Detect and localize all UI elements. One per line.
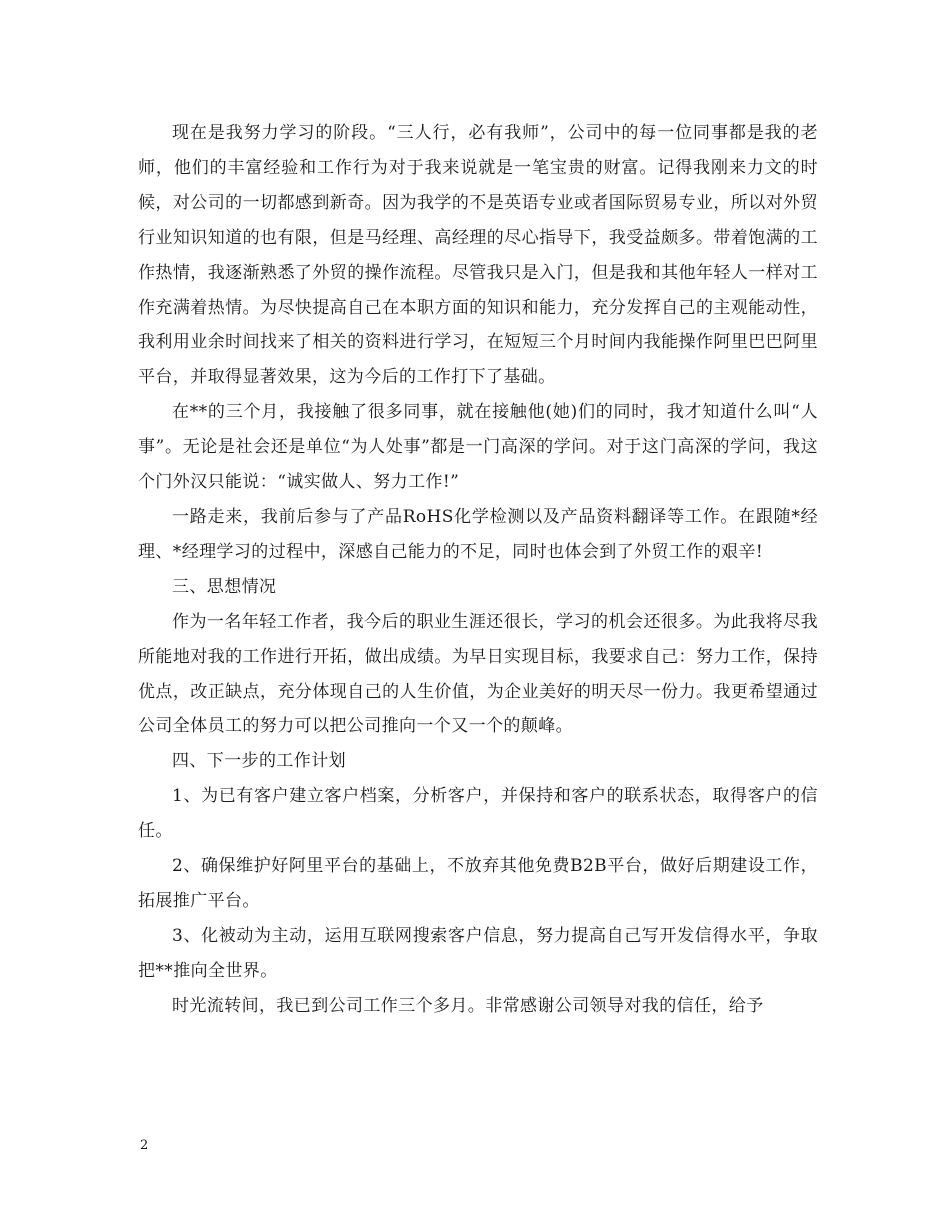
paragraph-colleagues: 在**的三个月，我接触了很多同事，就在接触他(她)们的同时，我才知道什么叫“人事”。无论是社会还是单位“为人处事”都是一门高深的学问。对于这门高深的学问，我这个门外汉只能说：“诚实做人、努力工作!”: [138, 402, 818, 493]
paragraph-work-experience: 一路走来，我前后参与了产品RoHS化学检测以及产品资料翻译等工作。在跟随*经理、*经理学习的过程中，深感自己能力的不足，同时也体会到了外贸工作的艰辛!: [138, 506, 818, 562]
plan-item-3: 3、化被动为主动，运用互联网搜索客户信息，努力提高自己写开发信得水平，争取把**推向全世界。: [138, 925, 818, 981]
paragraph-learning-stage: 现在是我努力学习的阶段。“三人行，必有我师”，公司中的每一位同事都是我的老师，他们的丰富经验和工作行为对于我来说就是一笔宝贵的财富。记得我刚来力文的时候，对公司的一切都感到新奇。因为我学的不是英语专业或者国际贸易专业，所以对外贸行业知识知道的也有限，但是马经理、高经理的尽心指导下，我受益颇多。带着饱满的工作热情，我逐渐熟悉了外贸的操作流程。尽管我只是入门，但是我和其他年轻人一样对工作充满着热情。为尽快提高自己在本职方面的知识和能力，充分发挥自己的主观能动性，我利用业余时间找来了相关的资料进行学习，在短短三个月时间内我能操作阿里巴巴阿里平台，并取得显著效果，这为今后的工作打下了基础。: [138, 123, 818, 388]
plan-item-1: 1、为已有客户建立客户档案，分析客户，并保持和客户的联系状态，取得客户的信任。: [138, 786, 818, 842]
paragraph-career-outlook: 作为一名年轻工作者，我今后的职业生涯还很长，学习的机会还很多。为此我将尽我所能地对我的工作进行开拓，做出成绩。为早日实现目标，我要求自己：努力工作，保持优点，改正缺点，充分体现自己的人生价值，为企业美好的明天尽一份力。我更希望通过公司全体员工的努力可以把公司推向一个又一个的颠峰。: [138, 611, 818, 737]
section-heading-thoughts: 三、思想情况: [172, 576, 277, 597]
plan-item-2: 2、确保维护好阿里平台的基础上，不放弃其他免费B2B平台，做好后期建设工作，拓展推广平台。: [138, 856, 818, 911]
document-body: [138, 116, 818, 1024]
page-number: 2: [140, 1138, 149, 1153]
section-heading-next-plan: 四、下一步的工作计划: [172, 751, 346, 772]
paragraph-closing: 时光流转间，我已到公司工作三个多月。非常感谢公司领导对我的信任，给予: [172, 995, 764, 1016]
